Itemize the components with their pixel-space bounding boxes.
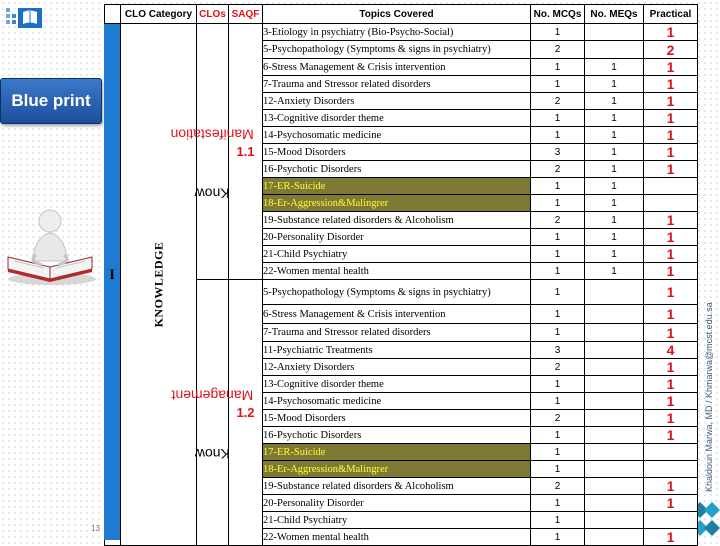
- mcq-count: 1: [531, 393, 585, 410]
- meq-count: 1: [585, 110, 644, 127]
- topic-cell: 15-Mood Disorders: [263, 410, 531, 427]
- practical-count: 1: [644, 376, 698, 393]
- meq-count: 1: [585, 195, 644, 212]
- page-number: 13: [91, 524, 100, 533]
- meq-count: [585, 24, 644, 41]
- mcq-count: 1: [531, 229, 585, 246]
- practical-count: 1: [644, 212, 698, 229]
- mcq-count: 1: [531, 495, 585, 512]
- practical-count: [644, 461, 698, 478]
- meq-count: [585, 41, 644, 59]
- practical-count: 1: [644, 393, 698, 410]
- mcq-count: 1: [531, 263, 585, 280]
- topic-cell: 21-Child Psychiatry: [263, 246, 531, 263]
- meq-count: [585, 376, 644, 393]
- meq-count: 1: [585, 246, 644, 263]
- topic-cell: 6-Stress Management & Crisis intervention: [263, 305, 531, 324]
- meq-count: [585, 393, 644, 410]
- practical-count: 1: [644, 161, 698, 178]
- header-row: [105, 5, 698, 24]
- level-label: I: [109, 267, 115, 283]
- mcq-count: 1: [531, 512, 585, 529]
- meq-count: 1: [585, 144, 644, 161]
- meq-count: 1: [585, 59, 644, 76]
- clo-label-prefix: Know: [194, 445, 231, 462]
- mcq-count: 1: [531, 461, 585, 478]
- mcq-count: 1: [531, 59, 585, 76]
- mcq-count: 3: [531, 342, 585, 359]
- mcq-count: 1: [531, 427, 585, 444]
- practical-count: [644, 512, 698, 529]
- mcq-count: 1: [531, 376, 585, 393]
- topic-cell: 6-Stress Management & Crisis intervention: [263, 59, 531, 76]
- meq-count: 1: [585, 76, 644, 93]
- saqf-code: 1.2: [229, 280, 263, 546]
- mcq-count: 1: [531, 280, 585, 305]
- category-cell: [121, 24, 197, 546]
- practical-count: 1: [644, 93, 698, 110]
- topic-cell: 14-Psychosomatic medicine: [263, 127, 531, 144]
- practical-count: [644, 444, 698, 461]
- meq-count: [585, 461, 644, 478]
- topic-cell: 16-Psychotic Disorders: [263, 427, 531, 444]
- mcq-count: 2: [531, 212, 585, 229]
- category-label: KNOWLEDGE: [151, 241, 166, 328]
- practical-count: 1: [644, 495, 698, 512]
- blue-print-label: [0, 78, 102, 124]
- clo-label-emphasis: Manifestation: [170, 125, 255, 142]
- topic-cell: 15-Mood Disorders: [263, 144, 531, 161]
- practical-count: 1: [644, 59, 698, 76]
- mcq-count: 1: [531, 246, 585, 263]
- table-body: [105, 24, 698, 546]
- meq-count: [585, 324, 644, 342]
- topic-cell: 5-Psychopathology (Symptoms & signs in psychiatry): [263, 280, 531, 305]
- practical-count: 4: [644, 342, 698, 359]
- blueprint-table: [104, 4, 698, 546]
- table-row: [105, 24, 698, 41]
- practical-count: 1: [644, 529, 698, 546]
- mcq-count: 2: [531, 359, 585, 376]
- practical-count: [644, 178, 698, 195]
- mcq-count: 2: [531, 410, 585, 427]
- meq-count: [585, 478, 644, 495]
- mcq-count: 2: [531, 41, 585, 59]
- practical-count: 1: [644, 478, 698, 495]
- topic-cell: 22-Women mental health: [263, 263, 531, 280]
- practical-count: 1: [644, 305, 698, 324]
- mcq-count: 1: [531, 529, 585, 546]
- practical-count: 1: [644, 144, 698, 161]
- header-spacer: [105, 5, 121, 24]
- header-topics: Topics Covered: [263, 5, 531, 24]
- meq-count: [585, 305, 644, 324]
- topic-cell: 13-Cognitive disorder theme: [263, 376, 531, 393]
- topic-cell: 19-Substance related disorders & Alcoholism: [263, 478, 531, 495]
- meq-count: [585, 512, 644, 529]
- mcq-count: 3: [531, 144, 585, 161]
- author-credit: Khaldoun Marwa, MD / Khmarwa@mcst.edu.sa: [704, 302, 714, 492]
- topic-cell: 12-Anxiety Disorders: [263, 93, 531, 110]
- header-practical: Practical: [644, 5, 698, 24]
- mcq-count: 2: [531, 161, 585, 178]
- topic-cell: 21-Child Psychiatry: [263, 512, 531, 529]
- practical-count: 1: [644, 427, 698, 444]
- mcq-count: 1: [531, 127, 585, 144]
- header-clo-category: CLO Category: [121, 5, 197, 24]
- mcq-count: 2: [531, 93, 585, 110]
- practical-count: 1: [644, 324, 698, 342]
- meq-count: [585, 444, 644, 461]
- topic-cell: 11-Psychiatric Treatments: [263, 342, 531, 359]
- header-saqf: SAQF: [229, 5, 263, 24]
- mcq-count: 1: [531, 324, 585, 342]
- meq-count: 1: [585, 263, 644, 280]
- topic-cell: 7-Trauma and Stressor related disorders: [263, 324, 531, 342]
- topic-cell: 16-Psychotic Disorders: [263, 161, 531, 178]
- clo-label-emphasis: Management: [171, 386, 254, 403]
- topic-cell: 7-Trauma and Stressor related disorders: [263, 76, 531, 93]
- practical-count: 1: [644, 359, 698, 376]
- meq-count: 1: [585, 93, 644, 110]
- meq-count: [585, 280, 644, 305]
- logo-icon: [4, 4, 48, 34]
- topic-cell: 13-Cognitive disorder theme: [263, 110, 531, 127]
- mcq-count: 2: [531, 478, 585, 495]
- mcq-count: 1: [531, 178, 585, 195]
- practical-count: [644, 195, 698, 212]
- topic-cell: 18-Er-Aggression&Malingrer: [263, 195, 531, 212]
- practical-count: 1: [644, 246, 698, 263]
- meq-count: 1: [585, 229, 644, 246]
- clo-label-prefix: Know: [194, 185, 231, 202]
- topic-cell: 17-ER-Suicide: [263, 444, 531, 461]
- mcq-count: 1: [531, 195, 585, 212]
- header-clos: CLOs: [197, 5, 229, 24]
- topic-cell: 18-Er-Aggression&Malingrer: [263, 461, 531, 478]
- mcq-count: 1: [531, 305, 585, 324]
- topic-cell: 19-Substance related disorders & Alcoholism: [263, 212, 531, 229]
- meq-count: [585, 427, 644, 444]
- mcq-count: 1: [531, 24, 585, 41]
- practical-count: 1: [644, 229, 698, 246]
- meq-count: [585, 342, 644, 359]
- practical-count: 1: [644, 263, 698, 280]
- saqf-code: 1.1: [229, 24, 263, 280]
- topic-cell: 12-Anxiety Disorders: [263, 359, 531, 376]
- header-mcqs: No. MCQs: [531, 5, 585, 24]
- reader-book-illustration: [2, 205, 100, 287]
- meq-count: [585, 359, 644, 376]
- topic-cell: 3-Etiology in psychiatry (Bio-Psycho-Social): [263, 24, 531, 41]
- practical-count: 1: [644, 110, 698, 127]
- practical-count: 1: [644, 410, 698, 427]
- topic-cell: 20-Personality Disorder: [263, 495, 531, 512]
- meq-count: [585, 529, 644, 546]
- topic-cell: 20-Personality Disorder: [263, 229, 531, 246]
- mcq-count: 1: [531, 110, 585, 127]
- practical-count: 1: [644, 127, 698, 144]
- meq-count: 1: [585, 212, 644, 229]
- header-meqs: No. MEQs: [585, 5, 644, 24]
- meq-count: 1: [585, 127, 644, 144]
- mcq-count: 1: [531, 444, 585, 461]
- meq-count: 1: [585, 161, 644, 178]
- practical-count: 2: [644, 41, 698, 59]
- topic-cell: 5-Psychopathology (Symptoms & signs in psychiatry): [263, 41, 531, 59]
- topic-cell: 22-Women mental health: [263, 529, 531, 546]
- practical-count: 1: [644, 76, 698, 93]
- practical-count: 1: [644, 24, 698, 41]
- meq-count: 1: [585, 178, 644, 195]
- meq-count: [585, 410, 644, 427]
- blue-print-title: Blue print: [11, 91, 91, 110]
- meq-count: [585, 495, 644, 512]
- practical-count: 1: [644, 280, 698, 305]
- topic-cell: 17-ER-Suicide: [263, 178, 531, 195]
- mcq-count: 1: [531, 76, 585, 93]
- topic-cell: 14-Psychosomatic medicine: [263, 393, 531, 410]
